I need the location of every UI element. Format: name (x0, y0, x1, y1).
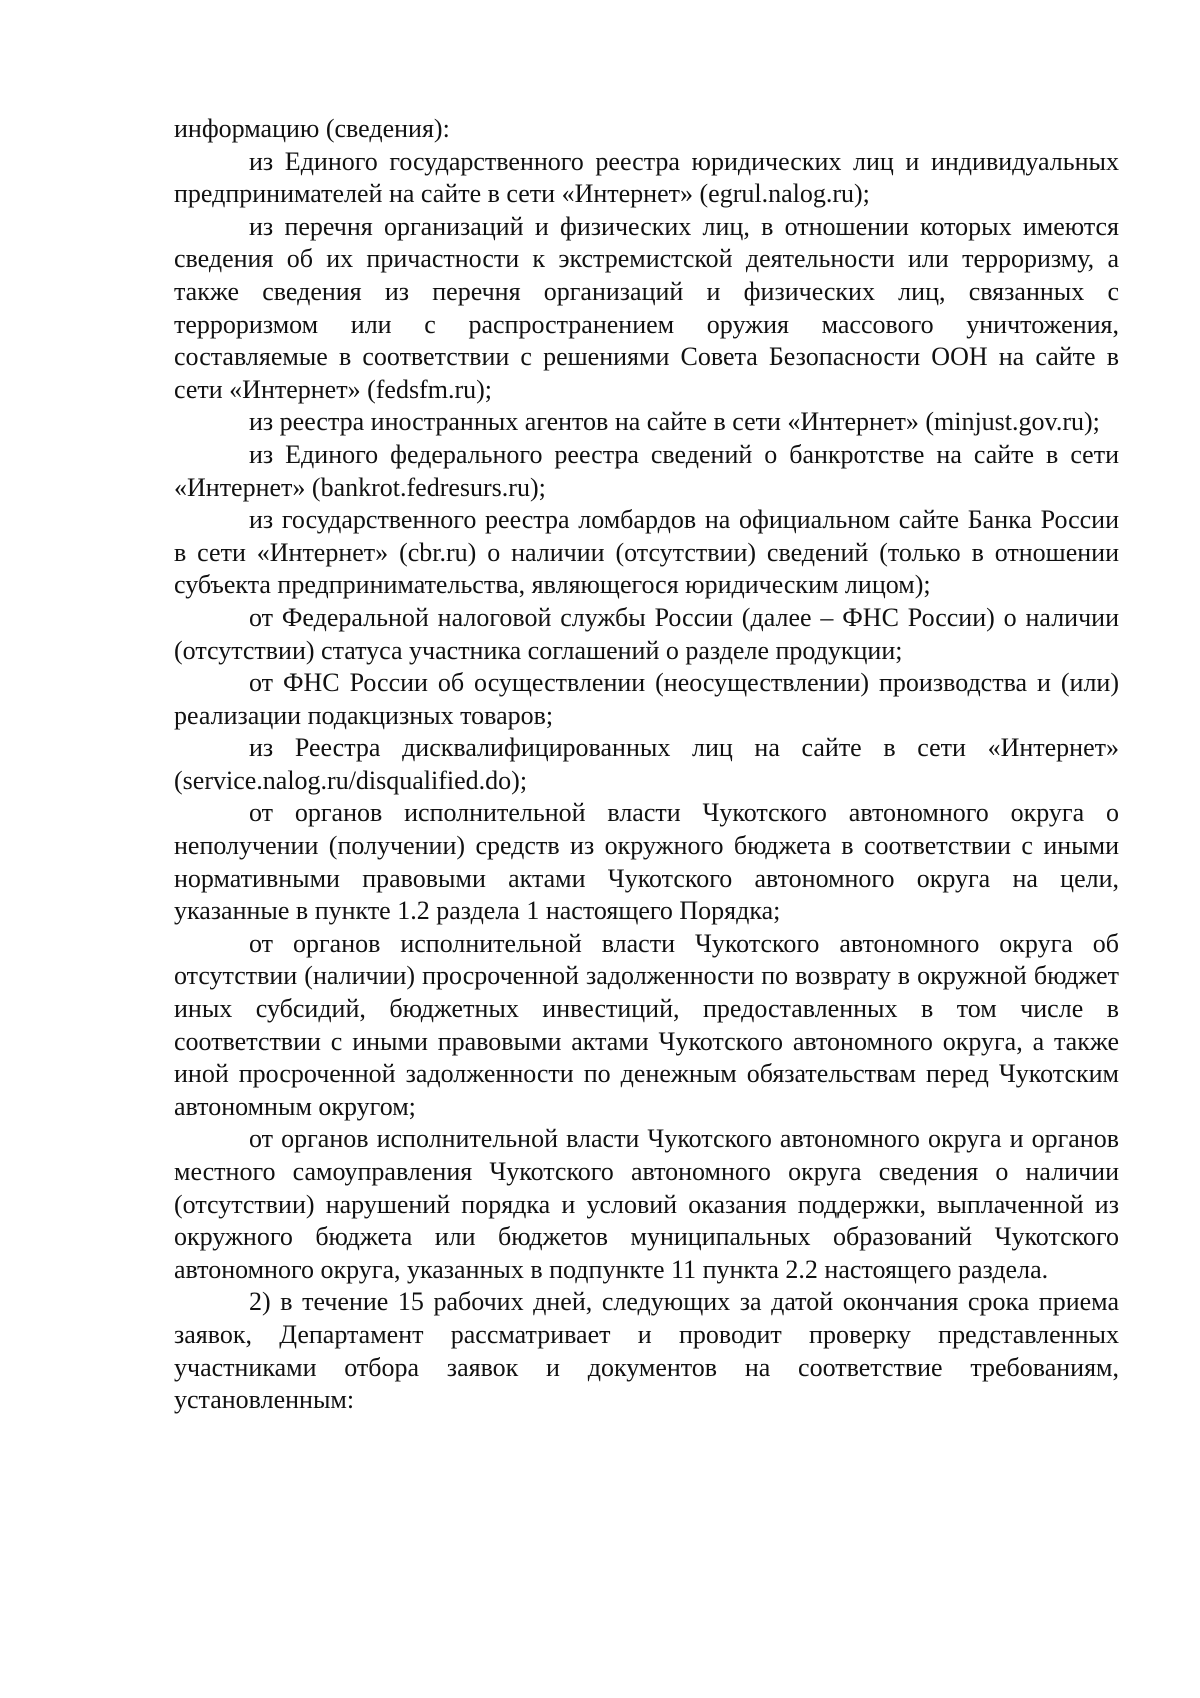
paragraph-egrul: из Единого государственного реестра юридических лиц и индивидуальных предпринимателей на сайте в сети «Интернет» (egrul.nalog.ru); (174, 146, 1119, 209)
paragraph-foreign-agents: из реестра иностранных агентов на сайте в сети «Интернет» (minjust.gov.ru); (249, 407, 1100, 437)
paragraph-disqualified: из Реестра дисквалифицированных лиц на сайте в сети «Интернет» (service.nalog.ru/disqualified.do); (174, 733, 1119, 795)
paragraph-pawnshops: из государственного реестра ломбардов на официальном сайте Банка России в сети «Интернет» (cbr.ru) о наличии (отсутствии) сведений (только в отношении субъекта предпринимательства, являющегося юридическим лицом); (174, 505, 1119, 600)
paragraph-fns-excise: от ФНС России об осуществлении (неосуществлении) производства и (или) реализации подакцизных товаров; (174, 668, 1119, 730)
paragraph-item-2: 2) в течение 15 рабочих дней, следующих за датой окончания срока приема заявок, Департамент рассматривает и проводит проверку представленных участниками отбора заявок и документов на соответствие требованиям, установленным: (174, 1287, 1119, 1415)
document-body (174, 113, 1119, 1417)
paragraph-bankruptcy: из Единого федерального реестра сведений о банкротстве на сайте в сети «Интернет» (bankrot.fedresurs.ru); (174, 439, 1119, 502)
paragraph-intro: информацию (сведения): (174, 114, 450, 143)
paragraph-fns-psa: от Федеральной налоговой службы России (далее – ФНС России) о наличии (отсутствии) статуса участника соглашений о разделе продукции; (174, 602, 1119, 665)
paragraph-budget-funds: от органов исполнительной власти Чукотского автономного округа о неполучении (получении) средств из окружного бюджета в соответствии с иными нормативными правовыми актами Чукотского автономного округа на цели, указанные в пункте 1.2 раздела 1 настоящего Порядка; (174, 798, 1119, 926)
paragraph-extremism-list: из перечня организаций и физических лиц, в отношении которых имеются сведения об их причастности к экстремистской деятельности или терроризму, а также сведения из перечня организаций и физических лиц, связанных с терроризмом или с распространением оружия массового уничтожения, составляемые в соответствии с решениями Совета Безопасности ООН на сайте в сети «Интернет» (fedsfm.ru); (174, 211, 1119, 404)
paragraph-support-violations: от органов исполнительной власти Чукотского автономного округа и органов местного самоуправления Чукотского автономного округа сведения о наличии (отсутствии) нарушений порядка и условий оказания поддержки, выплаченной из окружного бюджета или бюджетов муниципальных образований Чукотского автономного округа, указанных в подпункте 11 пункта 2.2 настоящего раздела. (174, 1124, 1119, 1284)
paragraph-overdue-debt: от органов исполнительной власти Чукотского автономного округа об отсутствии (наличии) просроченной задолженности по возврату в окружной бюджет иных субсидий, бюджетных инвестиций, предоставленных в том числе в соответствии с иными правовыми актами Чукотского автономного округа, а также иной просроченной задолженности по денежным обязательствам перед Чукотским автономным округом; (174, 928, 1119, 1121)
